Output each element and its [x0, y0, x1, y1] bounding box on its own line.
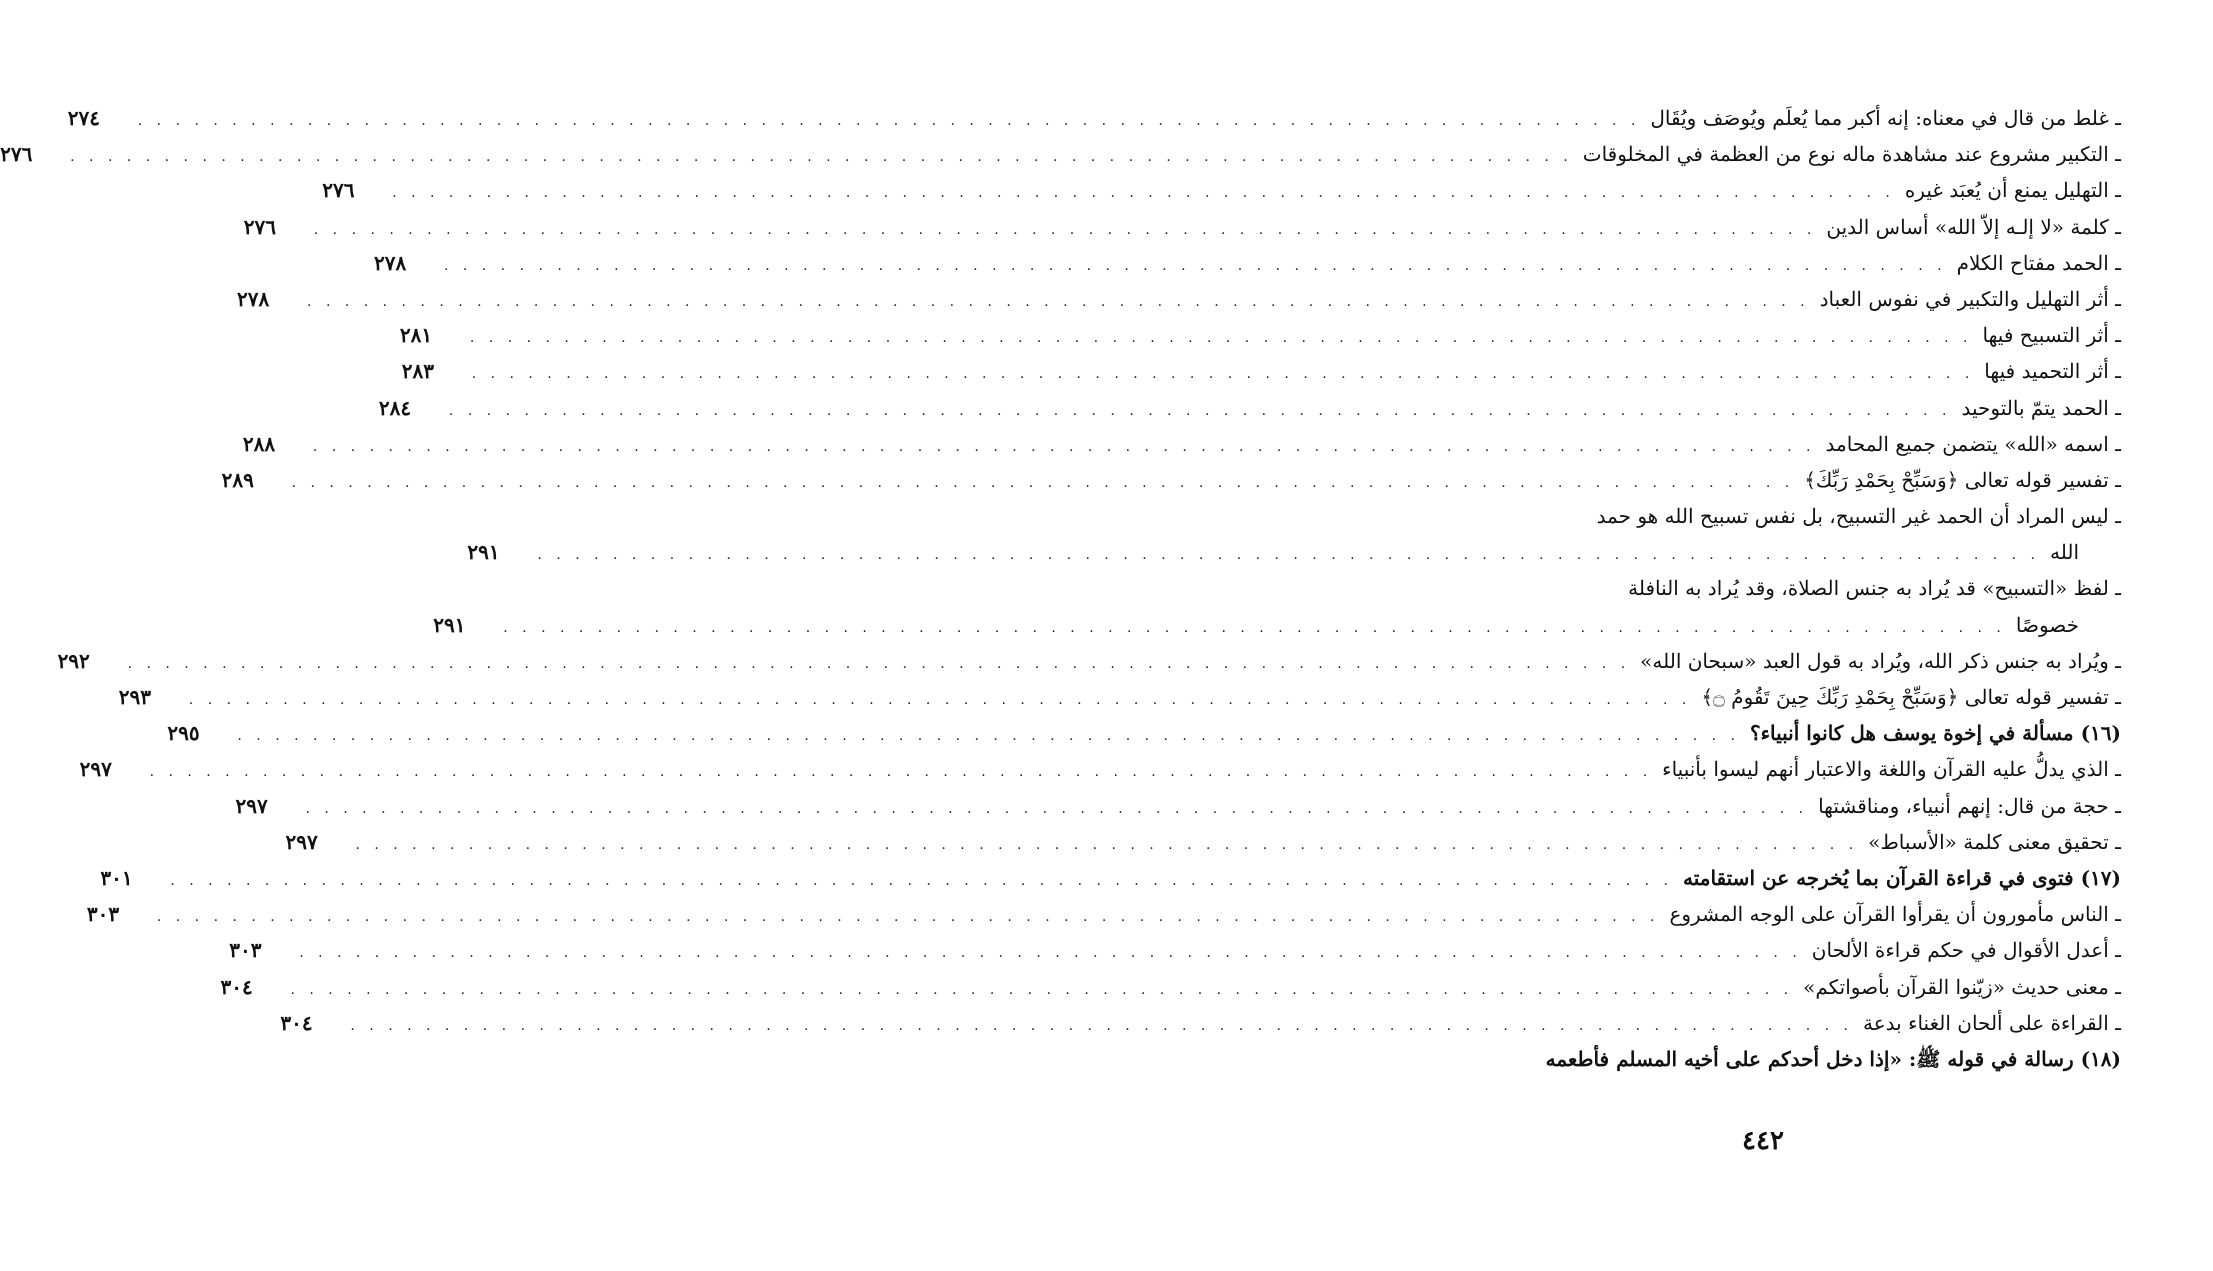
toc-entry [86, 896, 2121, 932]
toc-entry [0, 136, 2121, 172]
toc-leader-dots: . . . . . . . . . . . . . . . . . . . . . . . . . . . . . . . . . . . . . . . . . . . . . . . . . . . . . . . . . . . . . . . . . . . . . . . . . . . . . . . . [156, 909, 1660, 926]
toc-page-number: ٢٨٤ [378, 395, 412, 420]
toc-page-number: ٢٧٦ [322, 178, 355, 203]
toc-page-number: ٢٨٨ [242, 431, 276, 456]
toc-entry-title: ـ تفسير قوله تعالى ﴿وَسَبِّحْ بِحَمْدِ رَبِّكَ﴾ [1804, 467, 2121, 492]
toc-entry-title: ـ الحمد مفتاح الكلام [1956, 250, 2121, 275]
toc-page-number: ٢٩٧ [285, 829, 318, 854]
toc-entry [229, 932, 2121, 968]
toc-leader-dots: . . . . . . . . . . . . . . . . . . . . . . . . . . . . . . . . . . . . . . . . . . . . . . . . . . . . . . . . . . . . . . . . . . . . . . . . . . . . . . . . [471, 366, 1975, 383]
toc-page-number: ٢٨١ [399, 323, 433, 348]
toc-entry-title: ـ تحقيق معنى كلمة «الأسباط» [1868, 829, 2121, 854]
toc-entry [57, 643, 2121, 679]
toc-entry [467, 534, 2121, 570]
toc-page-number: ٢٩٥ [167, 721, 200, 746]
toc-entry [79, 751, 2121, 787]
toc-leader-dots: . . . . . . . . . . . . . . . . . . . . . . . . . . . . . . . . . . . . . . . . . . . . . . . . . . . . . . . . . . . . . . . . . . . . . . . . . . . . . . . . [127, 655, 1631, 672]
toc-entry [242, 426, 2121, 462]
toc-entry [235, 788, 2121, 824]
page-number: ٤٤٢ [1742, 1126, 1784, 1156]
toc-entry [285, 824, 2121, 860]
toc-page-number: ٢٧٨ [373, 250, 407, 275]
toc-section-entry [100, 860, 2121, 896]
toc-leader-dots: . . . . . . . . . . . . . . . . . . . . . . . . . . . . . . . . . . . . . . . . . . . . . . . . . . . . . . . . . . . . . . . . . . . . . . . . . . . . . . . . [355, 836, 1859, 853]
toc-page-number: ٢٨٣ [401, 359, 434, 384]
toc-section-entry [1403, 1041, 2121, 1077]
toc-leader-dots: . . . . . . . . . . . . . . . . . . . . . . . . . . . . . . . . . . . . . . . . . . . . . . . . . . . . . . . . . . . . . . . . . . . . . . . . . . . . . . . . [137, 113, 1641, 129]
toc-entry-title: ـ الحمد يتمّ بالتوحيد [1961, 395, 2121, 420]
toc-entry-title: ـ ويُراد به جنس ذكر الله، ويُراد به قول العبد «سبحان الله» [1640, 648, 2121, 673]
toc-leader-dots: . . . . . . . . . . . . . . . . . . . . . . . . . . . . . . . . . . . . . . . . . . . . . . . . . . . . . . . . . . . . . . . . . . . . . . . . . . . . . . . . [537, 547, 2040, 564]
toc-leader-dots: . . . . . . . . . . . . . . . . . . . . . . . . . . . . . . . . . . . . . . . . . . . . . . . . . . . . . . . . . . . . . . . . . . . . . . . . . . . . . . . . [188, 692, 1692, 708]
toc-page-number: ٢٧٦ [0, 142, 33, 167]
toc-entry-title: ـ التكبير مشروع عند مشاهدة ماله نوع من العظمة في المخلوقات [1582, 142, 2121, 167]
toc-leader-dots: . . . . . . . . . . . . . . . . . . . . . . . . . . . . . . . . . . . . . . . . . . . . . . . . . . . . . . . . . . . . . . . . . . . . . . . . . . . . . . . . [70, 149, 1573, 166]
toc-entry-title: ـ أثر التسبيح فيها [1982, 323, 2121, 348]
toc-entry-title: ـ غلط من قال في معناه: إنه أكبر مما يُعلَم ويُوصَف ويُقَال [1650, 106, 2121, 130]
toc-entry [322, 172, 2121, 208]
toc-leader-dots: . . . . . . . . . . . . . . . . . . . . . . . . . . . . . . . . . . . . . . . . . . . . . . . . . . . . . . . . . . . . . . . . . . . . . . . . . . . . . . . . [448, 402, 1952, 419]
toc-page-number: ٣٠٣ [86, 902, 120, 927]
toc-entry-title: ـ معنى حديث «زيّنوا القرآن بأصواتكم» [1803, 974, 2121, 999]
toc-entry-title: ـ تفسير قوله تعالى ﴿وَسَبِّحْ بِحَمْدِ رَبِّكَ حِينَ تَقُومُ ۝﴾ [1701, 685, 2121, 709]
toc-entry-title: ـ الذي يدلُّ عليه القرآن واللغة والاعتبار أنهم ليسوا بأنبياء [1662, 757, 2121, 782]
toc-leader-dots: . . . . . . . . . . . . . . . . . . . . . . . . . . . . . . . . . . . . . . . . . . . . . . . . . . . . . . . . . . . . . . . . . . . . . . . . . . . . . . . . [307, 293, 1810, 310]
toc-page-number: ٢٧٨ [237, 286, 270, 311]
toc-entry [433, 607, 2121, 643]
toc-entry-title: ـ اسمه «الله» يتضمن جميع المحامد [1825, 431, 2121, 456]
toc-page-number: ٢٨٩ [221, 467, 254, 492]
toc-leader-dots: . . . . . . . . . . . . . . . . . . . . . . . . . . . . . . . . . . . . . . . . . . . . . . . . . . . . . . . . . . . . . . . . . . . . . . . . . . . . . . . . [149, 764, 1653, 781]
toc-page-number: ٢٩١ [433, 612, 466, 637]
toc-entry [67, 100, 2121, 136]
toc-leader-dots: . . . . . . . . . . . . . . . . . . . . . . . . . . . . . . . . . . . . . . . . . . . . . . . . . . . . . . . . . . . . . . . . . . . . . . . . . . . . . . . . [291, 474, 1795, 491]
toc-leader-dots: . . . . . . . . . . . . . . . . . . . . . . . . . . . . . . . . . . . . . . . . . . . . . . . . . . . . . . . . . . . . . . . . . . . . . . . . . . . . . . . . [469, 330, 1973, 347]
toc-entry [243, 209, 2121, 245]
toc-page-number: ٣٠٣ [229, 938, 262, 963]
toc-page-number: ٢٩٧ [235, 793, 268, 818]
toc-leader-dots: . . . . . . . . . . . . . . . . . . . . . . . . . . . . . . . . . . . . . . . . . . . . . . . . . . . . . . . . . . . . . . . . . . . . . . . . . . . . . . . . [170, 872, 1673, 889]
toc-entry [221, 462, 2121, 498]
toc-entry [280, 1005, 2121, 1041]
toc-leader-dots: . . . . . . . . . . . . . . . . . . . . . . . . . . . . . . . . . . . . . . . . . . . . . . . . . . . . . . . . . . . . . . . . . . . . . . . . . . . . . . . . [392, 185, 1895, 202]
toc-entry-title: ـ التهليل يمنع أن يُعبَد غيره [1904, 178, 2121, 203]
toc-entry [220, 969, 2121, 1005]
toc-entry [1403, 498, 2121, 534]
toc-entry [118, 679, 2121, 715]
toc-leader-dots: . . . . . . . . . . . . . . . . . . . . . . . . . . . . . . . . . . . . . . . . . . . . . . . . . . . . . . . . . . . . . . . . . . . . . . . . . . . . . . . . [237, 728, 1740, 745]
toc-leader-dots: . . . . . . . . . . . . . . . . . . . . . . . . . . . . . . . . . . . . . . . . . . . . . . . . . . . . . . . . . . . . . . . . . . . . . . . . . . . . . . . . [312, 438, 1816, 455]
toc-leader-dots: . . . . . . . . . . . . . . . . . . . . . . . . . . . . . . . . . . . . . . . . . . . . . . . . . . . . . . . . . . . . . . . . . . . . . . . . . . . . . . . . [503, 619, 2006, 636]
toc-entry [378, 390, 2121, 426]
toc-entry-title: ـ أثر التحميد فيها [1984, 359, 2121, 384]
toc-page-number: ٢٩٧ [79, 757, 112, 782]
table-of-contents [0, 100, 2121, 1077]
toc-entry-title: ـ القراءة على ألحان الغناء بدعة [1862, 1010, 2121, 1035]
toc-entry [401, 353, 2121, 389]
toc-leader-dots: . . . . . . . . . . . . . . . . . . . . . . . . . . . . . . . . . . . . . . . . . . . . . . . . . . . . . . . . . . . . . . . . . . . . . . . . . . . . . . . . [313, 221, 1817, 238]
toc-page-number: ٢٧٦ [243, 214, 277, 239]
toc-page-number: ٣٠١ [100, 865, 133, 890]
toc-entry-title: ـ لفظ «التسبيح» قد يُراد به جنس الصلاة، وقد يُراد به النافلة [1628, 576, 2121, 601]
toc-leader-dots: . . . . . . . . . . . . . . . . . . . . . . . . . . . . . . . . . . . . . . . . . . . . . . . . . . . . . . . . . . . . . . . . . . . . . . . . . . . . . . . . [350, 1017, 1853, 1034]
toc-leader-dots: . . . . . . . . . . . . . . . . . . . . . . . . . . . . . . . . . . . . . . . . . . . . . . . . . . . . . . . . . . . . . . . . . . . . . . . . . . . . . . . . [290, 981, 1794, 998]
toc-leader-dots: . . . . . . . . . . . . . . . . . . . . . . . . . . . . . . . . . . . . . . . . . . . . . . . . . . . . . . . . . . . . . . . . . . . . . . . . . . . . . . . . [305, 800, 1809, 817]
toc-entry-title: (١٧) فتوى في قراءة القرآن بما يُخرجه عن استقامته [1682, 865, 2121, 890]
toc-entry-title: ـ أثر التهليل والتكبير في نفوس العباد [1819, 286, 2121, 311]
toc-entry [373, 245, 2121, 281]
toc-page-number: ٣٠٤ [280, 1010, 313, 1035]
toc-entry-title: ـ حجة من قال: إنهم أنبياء، ومناقشتها [1818, 793, 2121, 818]
toc-leader-dots: . . . . . . . . . . . . . . . . . . . . . . . . . . . . . . . . . . . . . . . . . . . . . . . . . . . . . . . . . . . . . . . . . . . . . . . . . . . . . . . . [443, 257, 1947, 274]
toc-entry [237, 281, 2121, 317]
toc-page-number: ٢٩١ [467, 540, 500, 565]
toc-section-entry [167, 715, 2121, 751]
toc-page-number: ٢٩٣ [118, 685, 152, 709]
toc-page-number: ٣٠٤ [220, 974, 253, 999]
toc-entry-title: ـ كلمة «لا إلـه إلاّ الله» أساس الدين [1826, 214, 2121, 239]
toc-page-number: ٢٩٢ [57, 648, 90, 673]
toc-entry-title: (١٨) رسالة في قوله ﷺ: «إذا دخل أحدكم على أخيه المسلم فأطعمه [1545, 1046, 2121, 1071]
toc-entry-title: (١٦) مسألة في إخوة يوسف هل كانوا أنبياء؟ [1749, 721, 2121, 746]
toc-entry-title: ـ الناس مأمورون أن يقرأوا القرآن على الوجه المشروع [1669, 902, 2121, 927]
toc-page-number: ٢٧٤ [67, 106, 100, 130]
toc-entry-title: الله [2050, 540, 2079, 565]
toc-entry [399, 317, 2121, 353]
toc-leader-dots: . . . . . . . . . . . . . . . . . . . . . . . . . . . . . . . . . . . . . . . . . . . . . . . . . . . . . . . . . . . . . . . . . . . . . . . . . . . . . . . . [299, 945, 1802, 962]
toc-entry-title: ـ أعدل الأقوال في حكم قراءة الألحان [1811, 938, 2121, 963]
toc-entry [1403, 570, 2121, 606]
toc-entry-title: خصوصًا [2015, 612, 2079, 637]
toc-entry-title: ـ ليس المراد أن الحمد غير التسبيح، بل نفس تسبيح الله هو حمد [1596, 504, 2121, 529]
